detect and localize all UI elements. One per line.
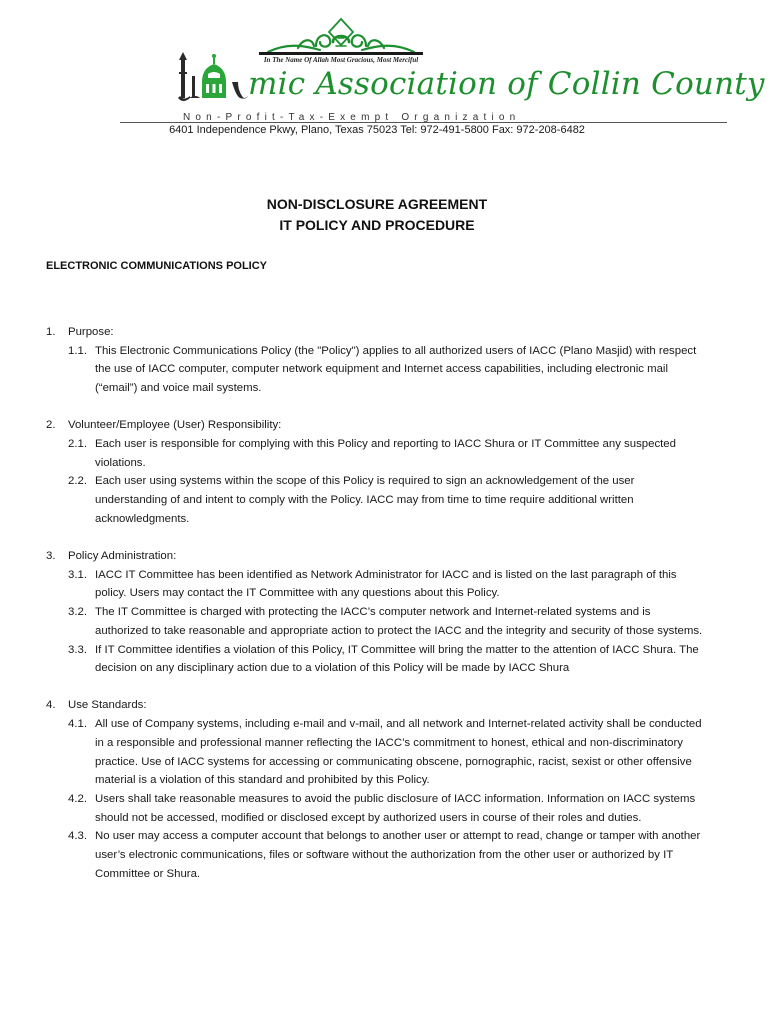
document-title: [0, 194, 754, 236]
section-number: 1.: [46, 326, 56, 338]
item-text: This Electronic Communications Policy (the "Policy") applies to all authorized users of IACC (Plano Masjid) with respect the use of IACC computer, computer network equipment and Internet access capabilities, including electronic mail (“email”) and voice mail systems.: [95, 344, 697, 395]
section-header: [46, 547, 706, 566]
item-number: 4.2.: [68, 792, 87, 805]
letterhead-motto: In The Name Of Allah Most Gracious, Most Merciful: [263, 56, 419, 64]
item-text: Each user is responsible for complying with this Policy and reporting to IACC Shura or IT Committee any suspected violations.: [95, 438, 676, 469]
section-title: Use Standards:: [68, 699, 147, 712]
item-number: 1.1.: [68, 344, 87, 357]
section-header: [46, 323, 706, 342]
policy-section: [46, 416, 706, 528]
policy-section: [46, 547, 706, 678]
item-number: 4.1.: [68, 718, 87, 731]
organization-tagline: Non-Profit-Tax-Exempt Organization: [183, 112, 521, 123]
item-text: Users shall take reasonable measures to avoid the public disclosure of IACC information. Information on IACC systems should not be accessed, modified or disclosed except by authorized users in course of their roles and duties.: [95, 792, 696, 824]
item-number: 3.3.: [68, 643, 87, 656]
section-number: 4.: [46, 699, 56, 712]
policy-item: [68, 790, 706, 827]
item-number: 2.1.: [68, 438, 87, 451]
item-text: IACC IT Committee has been identified as Network Administrator for IACC and is listed on the last paragraph of this policy. Users may contact the IT Committee with any questions about this Policy.: [95, 568, 677, 600]
letterhead-divider: [120, 122, 727, 123]
section-number: 2.: [46, 419, 56, 432]
section-number: 3.: [46, 550, 56, 563]
item-number: 2.2.: [68, 475, 87, 488]
policy-section: [46, 323, 706, 398]
organization-name: mic Association of Collin County: [248, 66, 765, 102]
policy-item: [68, 641, 706, 678]
section-header: [46, 416, 706, 435]
item-text: Each user using systems within the scope of this Policy is required to sign an acknowledgement of the user understanding of and intent to comply with the Policy. IACC may from time to time require additional written acknowledgments.: [95, 475, 635, 525]
item-number: 3.2.: [68, 606, 87, 619]
policy-item: [68, 715, 706, 790]
policy-item: [68, 435, 706, 472]
title-line-1: NON-DISCLOSURE AGREEMENT: [266, 196, 488, 212]
policy-item: [68, 342, 706, 398]
mosque-logo-icon: [176, 52, 250, 106]
section-title: Policy Administration:: [68, 550, 177, 563]
policy-body: [46, 323, 706, 902]
item-number: 3.1.: [68, 568, 87, 581]
item-number: 4.3.: [68, 830, 87, 843]
item-text: No user may access a computer account that belongs to another user or attempt to read, change or tamper with another user’s electronic communications, files or software without the authorization from the other user or authorized by IT Committee or Shura.: [95, 830, 701, 880]
item-text: All use of Company systems, including e-mail and v-mail, and all network and Internet-related activity shall be conducted in a responsible and professional manner reflecting the IACC’s commitment to honest, ethical and non-discriminatory practice. Use of IACC systems for accessing or communicating obscene, pornographic, racist, sexist or other offensive material is a violation of this standard and prohibited by this Policy.: [95, 718, 702, 787]
letterhead: [0, 0, 770, 140]
item-text: If IT Committee identifies a violation of this Policy, IT Committee will bring the matter to the attention of IACC Shura. The decision on any disciplinary action due to a violation of this Policy will be made by IACC Shura: [95, 643, 699, 675]
policy-item: [68, 472, 706, 528]
policy-item: [68, 566, 706, 603]
policy-section: [46, 696, 706, 883]
section-heading: ELECTRONIC COMMUNICATIONS POLICY: [46, 260, 268, 272]
section-title: Volunteer/Employee (User) Responsibility:: [68, 419, 282, 432]
section-title: Purpose:: [68, 326, 114, 338]
policy-item: [68, 827, 706, 883]
item-text: The IT Committee is charged with protecting the IACC’s computer network and Internet-related systems and is authorized to take reasonable and appropriate action to protect the IACC and the integrity and security of those systems.: [95, 606, 703, 637]
policy-item: [68, 603, 706, 640]
ornament-emblem-icon: [258, 16, 424, 58]
section-header: [46, 696, 706, 715]
organization-address: 6401 Independence Pkwy, Plano, Texas 75023 Tel: 972-491-5800 Fax: 972-208-6482: [169, 124, 585, 136]
title-line-2: IT POLICY AND PROCEDURE: [279, 217, 475, 233]
